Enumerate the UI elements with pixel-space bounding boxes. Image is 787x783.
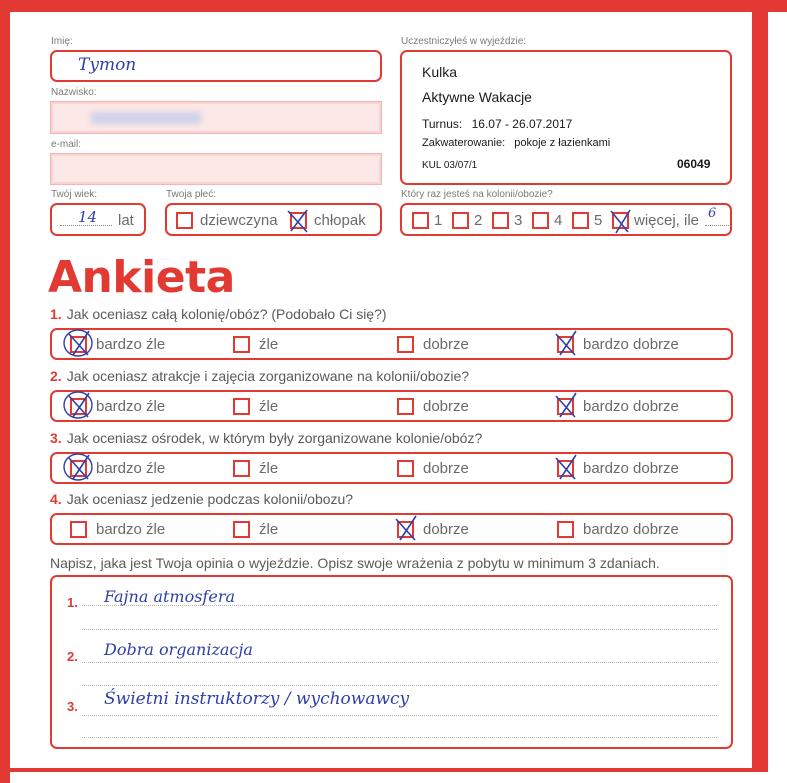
times-option-more: więcej, ile (634, 212, 700, 229)
trip-code: KUL 03/07/1 (422, 160, 478, 171)
question-number: 1. (50, 306, 62, 322)
opinion-line (82, 629, 717, 630)
question-3-option-label: dobrze (423, 460, 469, 477)
question-3-option-label: bardzo źle (96, 460, 166, 477)
opinion-answer-1: Fajna atmosfera (104, 587, 236, 606)
gender-option-girl: dziewczyna (200, 212, 278, 229)
times-checkbox-3[interactable] (492, 212, 509, 229)
trip-box (400, 50, 732, 185)
times-more-dotted-line (705, 225, 729, 226)
check-mark (64, 452, 94, 482)
accommodation-label: Zakwaterowanie: (422, 137, 506, 149)
question-4-option-label: bardzo dobrze (583, 521, 679, 538)
opinion-line (82, 715, 717, 716)
email-label: e-mail: (51, 139, 82, 150)
gender-checkbox-girl[interactable] (176, 212, 193, 229)
question-2-options (50, 390, 733, 422)
first-name-label: Imię: (51, 36, 73, 47)
question-3-option-label: bardzo dobrze (583, 460, 679, 477)
question-4-text (50, 491, 353, 507)
question-1-option-label: bardzo dobrze (583, 336, 679, 353)
question-number: 4. (50, 491, 62, 507)
first-name-value: Tymon (78, 55, 137, 75)
trip-line1: Kulka (422, 64, 458, 80)
age-label: Twój wiek: (51, 189, 98, 200)
question-4-option-label: źle (259, 521, 279, 538)
times-checkbox-4[interactable] (532, 212, 549, 229)
opinion-box[interactable] (50, 575, 733, 749)
opinion-answer-2: Dobra organizacja (104, 640, 253, 659)
times-label: Który raz jesteś na kolonii/obozie? (401, 189, 553, 200)
question-2-option-label: bardzo źle (96, 398, 166, 415)
gender-boy-check-mark (285, 207, 313, 235)
age-value: 14 (78, 208, 98, 226)
check-mark (64, 390, 94, 420)
times-option-1: 1 (434, 212, 443, 229)
question-label: Jak oceniasz ośrodek, w którym były zorganizowane kolonie/obóz? (66, 430, 483, 446)
opinion-line (82, 737, 717, 738)
question-number: 3. (50, 430, 62, 446)
question-2-checkbox[interactable] (233, 398, 250, 415)
last-name-label: Nazwisko: (51, 87, 97, 98)
question-label: Jak oceniasz atrakcje i zajęcia zorganizowane na kolonii/obozie? (66, 368, 470, 384)
turnus-label: Turnus: (422, 117, 463, 131)
check-mark (551, 452, 581, 482)
question-2-checkbox[interactable] (397, 398, 414, 415)
question-4-option-label: bardzo źle (96, 521, 166, 538)
times-more-check-mark (608, 207, 636, 235)
times-field (400, 203, 732, 236)
check-mark (551, 328, 581, 358)
accommodation-value: pokoje z łazienkami (514, 137, 611, 149)
question-number: 2. (50, 368, 62, 384)
trip-line2: Aktywne Wakacje (422, 89, 532, 105)
age-unit: lat (118, 212, 134, 229)
times-checkbox-2[interactable] (452, 212, 469, 229)
question-1-option-label: źle (259, 336, 279, 353)
question-4-checkbox[interactable] (557, 521, 574, 538)
email-field[interactable] (50, 153, 382, 185)
question-1-text (50, 306, 387, 322)
trip-label: Uczestniczyłeś w wyjeździe: (401, 36, 527, 47)
question-3-checkbox[interactable] (397, 460, 414, 477)
card-top-edge (0, 0, 787, 12)
trip-number: 06049 (677, 157, 711, 171)
check-mark (551, 390, 581, 420)
last-name-redacted (91, 112, 201, 124)
gender-option-boy: chłopak (314, 212, 366, 229)
question-3-option-label: źle (259, 460, 279, 477)
opinion-number-3: 3. (67, 699, 78, 714)
question-3-text (50, 430, 482, 446)
times-checkbox-5[interactable] (572, 212, 589, 229)
opinion-line (82, 662, 717, 663)
opinion-prompt: Napisz, jaka jest Twoja opinia o wyjeździe. Opisz swoje wrażenia z pobytu w minimum 3 zdaniach. (50, 555, 660, 571)
times-checkbox-1[interactable] (412, 212, 429, 229)
opinion-line (82, 685, 717, 686)
accommodation-row (422, 137, 610, 149)
survey-title: Ankieta (48, 252, 235, 303)
times-option-4: 4 (554, 212, 563, 229)
question-3-options (50, 452, 733, 484)
question-2-option-label: źle (259, 398, 279, 415)
turnus-row (422, 117, 572, 131)
check-mark (64, 328, 94, 358)
question-4-option-label: dobrze (423, 521, 469, 538)
opinion-number-2: 2. (67, 649, 78, 664)
opinion-answer-3: Świetni instruktorzy / wychowawcy (104, 689, 410, 709)
gender-label: Twoja płeć: (166, 189, 217, 200)
question-4-checkbox[interactable] (233, 521, 250, 538)
question-2-option-label: bardzo dobrze (583, 398, 679, 415)
question-label: Jak oceniasz jedzenie podczas kolonii/obozu? (66, 491, 354, 507)
question-4-checkbox[interactable] (70, 521, 87, 538)
question-3-checkbox[interactable] (233, 460, 250, 477)
times-more-value: 6 (708, 206, 717, 221)
age-field[interactable] (50, 203, 146, 236)
opinion-number-1: 1. (67, 595, 78, 610)
times-option-2: 2 (474, 212, 483, 229)
card-left-edge (0, 0, 10, 783)
first-name-field[interactable] (50, 50, 382, 82)
question-1-options (50, 328, 733, 360)
question-1-checkbox[interactable] (233, 336, 250, 353)
question-1-option-label: bardzo źle (96, 336, 166, 353)
turnus-value: 16.07 - 26.07.2017 (471, 117, 573, 131)
question-1-checkbox[interactable] (397, 336, 414, 353)
question-2-option-label: dobrze (423, 398, 469, 415)
times-option-3: 3 (514, 212, 523, 229)
gender-field (165, 203, 382, 236)
question-label: Jak oceniasz całą kolonię/obóz? (Podobało Ci się?) (66, 306, 387, 322)
times-option-5: 5 (594, 212, 603, 229)
check-mark (391, 513, 421, 543)
question-1-option-label: dobrze (423, 336, 469, 353)
question-2-text (50, 368, 469, 384)
question-4-options (50, 513, 733, 545)
last-name-field[interactable] (50, 101, 382, 134)
